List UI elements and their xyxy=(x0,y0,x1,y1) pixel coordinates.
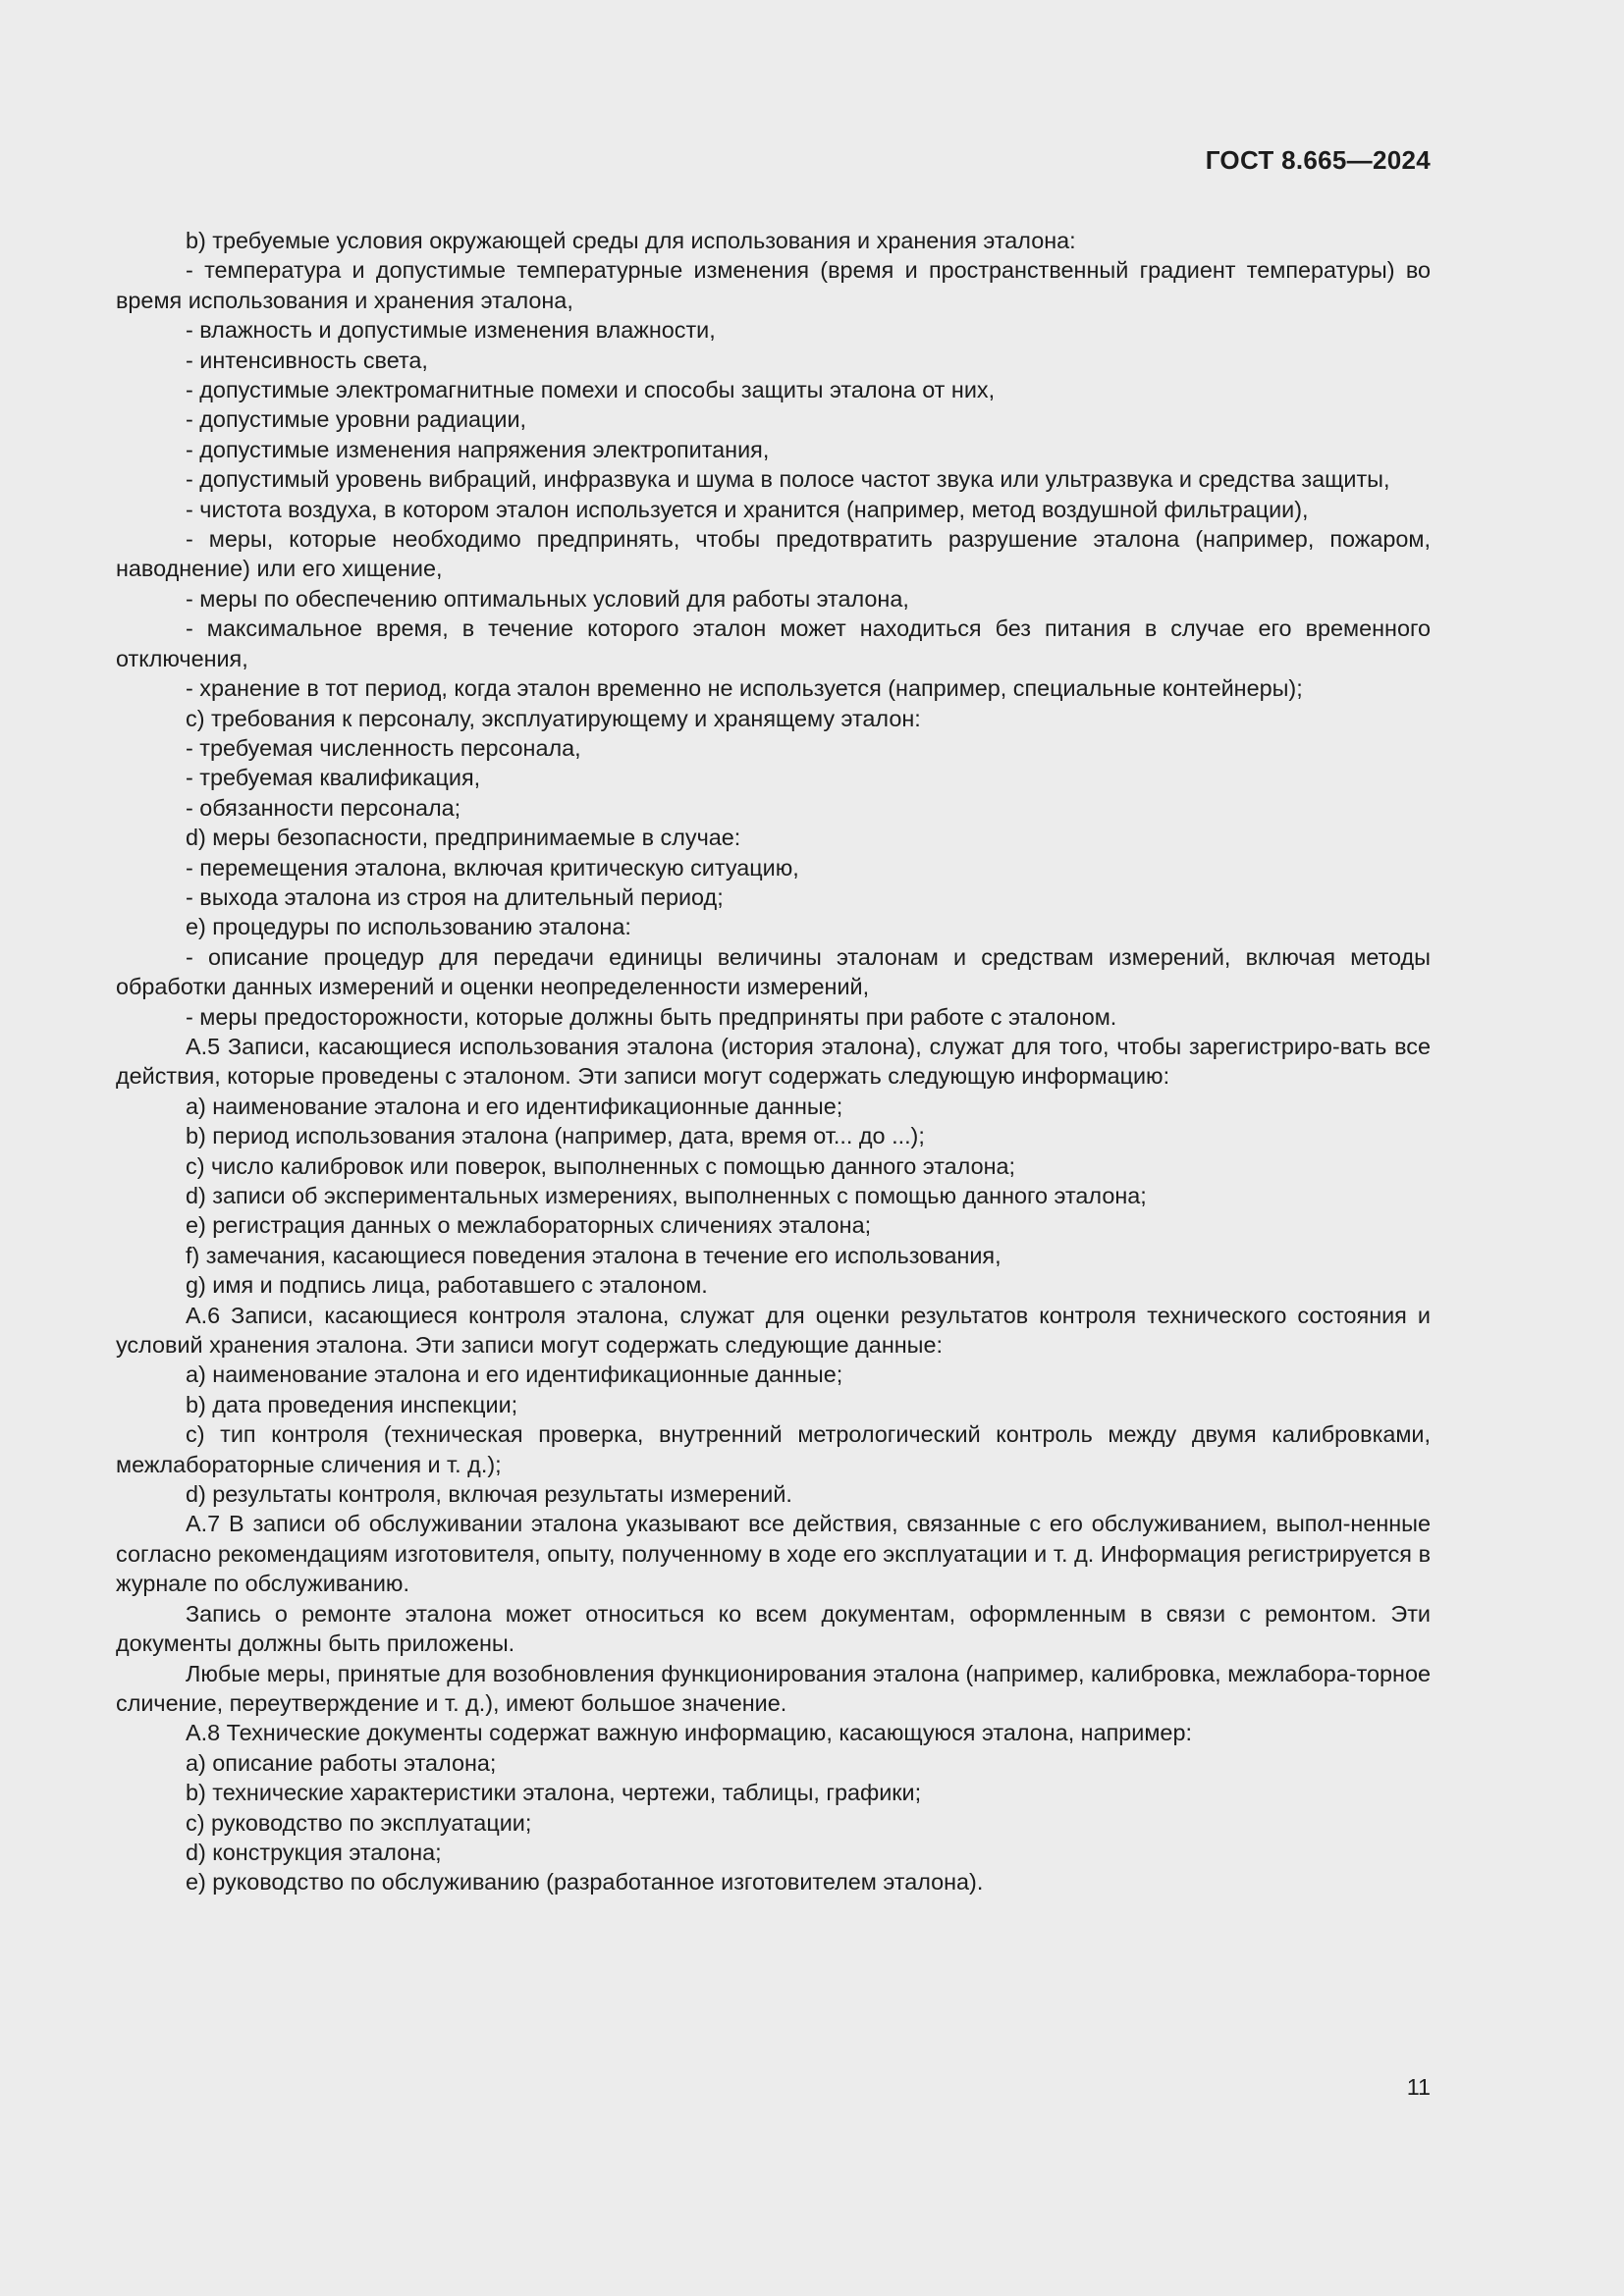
paragraph: А.6 Записи, касающиеся контроля эталона, служат для оценки результатов контроля технического состояния и условий хранения эталона. Эти записи могут содержать следующие данные: xyxy=(116,1302,1431,1359)
paragraph: - влажность и допустимые изменения влажности, xyxy=(186,317,716,344)
paragraph: - максимальное время, в течение которого эталон может находиться без питания в случае его временного отключения, xyxy=(116,615,1431,671)
paragraph: - обязанности персонала; xyxy=(186,794,461,821)
paragraph: - меры предосторожности, которые должны быть предприняты при работе с эталоном. xyxy=(186,1003,1117,1030)
paragraph: g) имя и подпись лица, работавшего с эталоном. xyxy=(186,1272,708,1299)
document-body xyxy=(116,226,1431,1897)
paragraph: - допустимые изменения напряжения электропитания, xyxy=(186,436,770,462)
page-number: 11 xyxy=(1406,2074,1431,2100)
paragraph: d) меры безопасности, предпринимаемые в случае: xyxy=(186,825,741,851)
paragraph: - требуемая численность персонала, xyxy=(186,734,581,761)
paragraph: А.7 В записи об обслуживании эталона указывают все действия, связанные с его обслуживанием, выпол-ненные согласно рекомендациям изготовителя, опыту, полученному в ходе его эксплуатации и т. д. Информация регистрируется в журнале по обслуживанию. xyxy=(116,1511,1431,1597)
paragraph: e) регистрация данных о межлабораторных сличениях эталона; xyxy=(186,1212,872,1239)
paragraph: c) руководство по эксплуатации; xyxy=(186,1809,532,1836)
paragraph: b) требуемые условия окружающей среды для использования и хранения эталона: xyxy=(186,228,1076,253)
paragraph: - хранение в тот период, когда эталон временно не используется (например, специальные контейнеры); xyxy=(186,675,1303,702)
paragraph: a) наименование эталона и его идентификационные данные; xyxy=(186,1362,843,1388)
paragraph: d) результаты контроля, включая результаты измерений. xyxy=(186,1481,792,1508)
paragraph: - температура и допустимые температурные изменения (время и пространственный градиент температуры) во время использования и хранения эталона, xyxy=(116,257,1431,313)
paragraph: - требуемая квалификация, xyxy=(186,765,481,791)
paragraph: - допустимый уровень вибраций, инфразвука и шума в полосе частот звука или ультразвука и средства защиты, xyxy=(186,466,1390,493)
paragraph: c) тип контроля (техническая проверка, внутренний метрологический контроль между двумя калибровками, межлабораторные сличения и т. д.); xyxy=(116,1421,1431,1477)
paragraph: b) технические характеристики эталона, чертежи, таблицы, графики; xyxy=(186,1780,922,1806)
paragraph: d) конструкция эталона; xyxy=(186,1839,442,1865)
paragraph: - интенсивность света, xyxy=(186,347,428,373)
paragraph: - перемещения эталона, включая критическую ситуацию, xyxy=(186,854,799,881)
paragraph: d) записи об экспериментальных измерениях, выполненных с помощью данного эталона; xyxy=(186,1183,1147,1208)
paragraph: b) период использования эталона (например, дата, время от... до ...); xyxy=(186,1123,925,1149)
paragraph: - меры, которые необходимо предпринять, чтобы предотвратить разрушение эталона (например, пожаром, наводнение) или его хищение, xyxy=(116,526,1431,582)
paragraph: - выхода эталона из строя на длительный период; xyxy=(186,883,724,910)
paragraph: Запись о ремонте эталона может относиться ко всем документам, оформленным в связи с ремонтом. Эти документы должны быть приложены. xyxy=(116,1600,1431,1657)
paragraph: a) описание работы эталона; xyxy=(186,1749,497,1776)
paragraph: - описание процедур для передачи единицы величины эталонам и средствам измерений, включая методы обработки данных измерений и оценки неопределенности измерений, xyxy=(116,943,1431,1000)
paragraph: c) число калибровок или поверок, выполненных с помощью данного эталона; xyxy=(186,1152,1016,1179)
paragraph: - допустимые электромагнитные помехи и способы защиты эталона от них, xyxy=(186,377,996,403)
paragraph: e) руководство по обслуживанию (разработанное изготовителем эталона). xyxy=(186,1869,984,1896)
paragraph: А.8 Технические документы содержат важную информацию, касающуюся эталона, например: xyxy=(186,1720,1192,1746)
paragraph: e) процедуры по использованию эталона: xyxy=(186,914,631,940)
paragraph: b) дата проведения инспекции; xyxy=(186,1391,518,1417)
paragraph: - меры по обеспечению оптимальных условий для работы эталона, xyxy=(186,585,909,612)
paragraph: - допустимые уровни радиации, xyxy=(186,406,527,433)
paragraph: a) наименование эталона и его идентификационные данные; xyxy=(186,1093,843,1119)
paragraph: c) требования к персоналу, эксплуатирующему и хранящему эталон: xyxy=(186,705,921,731)
document-header-standard-number: ГОСТ 8.665—2024 xyxy=(1205,145,1431,175)
paragraph: - чистота воздуха, в котором эталон используется и хранится (например, метод воздушной фильтрации), xyxy=(186,496,1309,522)
paragraph: Любые меры, принятые для возобновления функционирования эталона (например, калибровка, межлабора-торное сличение, переутверждение и т. д.), имеют большое значение. xyxy=(116,1660,1431,1716)
paragraph: А.5 Записи, касающиеся использования эталона (история эталона), служат для того, чтобы зарегистриро-вать все действия, которые проведены с эталоном. Эти записи могут содержать следующую информацию: xyxy=(116,1033,1431,1090)
paragraph: f) замечания, касающиеся поведения эталона в течение его использования, xyxy=(186,1242,1001,1268)
